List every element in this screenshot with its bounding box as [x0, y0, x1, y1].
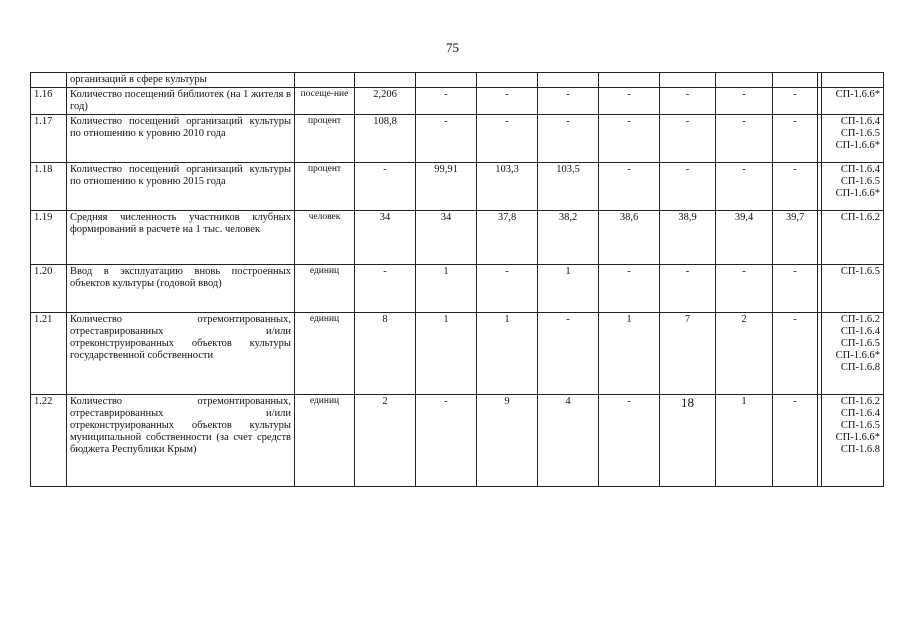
value-cell: - [538, 88, 599, 115]
value-cell: 18 [660, 395, 716, 487]
value-cell: - [716, 115, 773, 163]
reference-code: СП-1.6.5 [840, 128, 880, 139]
value-cell: - [660, 88, 716, 115]
value-cell: 108,8 [355, 115, 416, 163]
value-cell: 34 [416, 211, 477, 265]
value-cell [538, 73, 599, 88]
unit-cell: единиц [295, 313, 355, 395]
row-number: 1.18 [31, 163, 67, 211]
value-cell: - [477, 265, 538, 313]
indicators-table [30, 72, 884, 487]
unit-cell: процент [295, 163, 355, 211]
value-cell: 99,91 [416, 163, 477, 211]
value-cell: 1 [538, 265, 599, 313]
row-number: 1.22 [31, 395, 67, 487]
value-cell [355, 73, 416, 88]
unit-cell: единиц [295, 265, 355, 313]
value-cell: - [538, 313, 599, 395]
value-cell: 2 [355, 395, 416, 487]
value-cell: - [599, 395, 660, 487]
row-number: 1.20 [31, 265, 67, 313]
value-cell: 38,2 [538, 211, 599, 265]
value-cell: - [716, 265, 773, 313]
value-cell: 2 [716, 313, 773, 395]
reference-code: СП-1.6.2 [840, 314, 880, 325]
value-cell: - [773, 395, 818, 487]
value-cell [416, 73, 477, 88]
value-cell: 1 [477, 313, 538, 395]
table-row [31, 211, 884, 265]
value-cell: 4 [538, 395, 599, 487]
table-row [31, 313, 884, 395]
value-cell: - [716, 88, 773, 115]
reference-code: СП-1.6.2 [840, 212, 880, 223]
reference-code: СП-1.6.6* [835, 188, 880, 199]
reference-code: СП-1.6.8 [840, 444, 880, 455]
value-cell: - [538, 115, 599, 163]
reference-cell [822, 211, 884, 265]
value-cell: - [599, 265, 660, 313]
value-cell: - [773, 313, 818, 395]
row-number [31, 73, 67, 88]
unit-cell: единиц [295, 395, 355, 487]
unit-cell: человек [295, 211, 355, 265]
reference-code: СП-1.6.6* [835, 140, 880, 151]
value-cell [477, 73, 538, 88]
value-cell: - [355, 265, 416, 313]
value-cell: 9 [477, 395, 538, 487]
reference-cell [822, 313, 884, 395]
page-number: 75 [446, 40, 459, 55]
value-cell: 1 [716, 395, 773, 487]
value-cell: - [477, 88, 538, 115]
value-cell: - [416, 88, 477, 115]
value-cell: 34 [355, 211, 416, 265]
indicator-name: Количество отремонтированных, отреставрированных и/или отреконструированных объектов культуры государственной собственности [67, 313, 295, 395]
value-cell: - [773, 163, 818, 211]
row-number: 1.19 [31, 211, 67, 265]
reference-code: СП-1.6.8 [840, 362, 880, 373]
value-cell: 1 [416, 313, 477, 395]
reference-code: СП-1.6.5 [840, 266, 880, 277]
value-cell: - [416, 115, 477, 163]
table-row [31, 88, 884, 115]
value-cell: 1 [416, 265, 477, 313]
reference-code: СП-1.6.6* [835, 432, 880, 443]
value-cell: - [773, 115, 818, 163]
indicator-name: Количество посещений организаций культуры по отношению к уровню 2010 года [67, 115, 295, 163]
value-cell: - [599, 88, 660, 115]
reference-code: СП-1.6.5 [840, 420, 880, 431]
value-cell: - [477, 115, 538, 163]
value-cell: 8 [355, 313, 416, 395]
value-cell: - [416, 395, 477, 487]
reference-code: СП-1.6.4 [840, 164, 880, 175]
value-cell: - [660, 163, 716, 211]
table-row [31, 115, 884, 163]
value-cell: 2,206 [355, 88, 416, 115]
value-cell: - [599, 115, 660, 163]
indicator-name: организаций в сфере культуры [67, 73, 295, 88]
value-cell: 37,8 [477, 211, 538, 265]
table-row [31, 73, 884, 88]
reference-cell [822, 163, 884, 211]
value-cell: 39,7 [773, 211, 818, 265]
value-cell [660, 73, 716, 88]
indicator-name: Количество отремонтированных, отреставрированных и/или отреконструированных объектов культуры муниципальной собственности (за счет средств бюджета Республики Крым) [67, 395, 295, 487]
row-number: 1.16 [31, 88, 67, 115]
table-row [31, 163, 884, 211]
value-cell: - [773, 265, 818, 313]
unit-cell [295, 73, 355, 88]
reference-cell [822, 115, 884, 163]
value-cell: 7 [660, 313, 716, 395]
reference-code: СП-1.6.6* [835, 350, 880, 361]
value-cell [599, 73, 660, 88]
reference-code: СП-1.6.4 [840, 408, 880, 419]
row-number: 1.17 [31, 115, 67, 163]
value-cell [716, 73, 773, 88]
indicator-name: Количество посещений библиотек (на 1 жителя в год) [67, 88, 295, 115]
reference-code: СП-1.6.5 [840, 176, 880, 187]
value-cell: 103,5 [538, 163, 599, 211]
value-cell: 38,9 [660, 211, 716, 265]
indicator-name: Количество посещений организаций культуры по отношению к уровню 2015 года [67, 163, 295, 211]
row-number: 1.21 [31, 313, 67, 395]
value-cell [773, 73, 818, 88]
table-row [31, 265, 884, 313]
unit-cell: посеще-ние [295, 88, 355, 115]
unit-cell: процент [295, 115, 355, 163]
value-cell: 39,4 [716, 211, 773, 265]
reference-cell [822, 73, 884, 88]
reference-code: СП-1.6.2 [840, 396, 880, 407]
reference-code: СП-1.6.4 [840, 326, 880, 337]
indicator-name: Средняя численность участников клубных формирований в расчете на 1 тыс. человек [67, 211, 295, 265]
reference-code: СП-1.6.6* [835, 89, 880, 100]
value-cell: - [716, 163, 773, 211]
indicator-name: Ввод в эксплуатацию вновь построенных объектов культуры (годовой ввод) [67, 265, 295, 313]
reference-cell [822, 395, 884, 487]
value-cell: - [599, 163, 660, 211]
reference-code: СП-1.6.4 [840, 116, 880, 127]
value-cell: - [773, 88, 818, 115]
reference-cell [822, 88, 884, 115]
value-cell: 1 [599, 313, 660, 395]
table-row [31, 395, 884, 487]
value-cell: 103,3 [477, 163, 538, 211]
value-cell: - [355, 163, 416, 211]
value-cell: - [660, 265, 716, 313]
value-cell: - [660, 115, 716, 163]
value-cell: 38,6 [599, 211, 660, 265]
reference-code: СП-1.6.5 [840, 338, 880, 349]
reference-cell [822, 265, 884, 313]
